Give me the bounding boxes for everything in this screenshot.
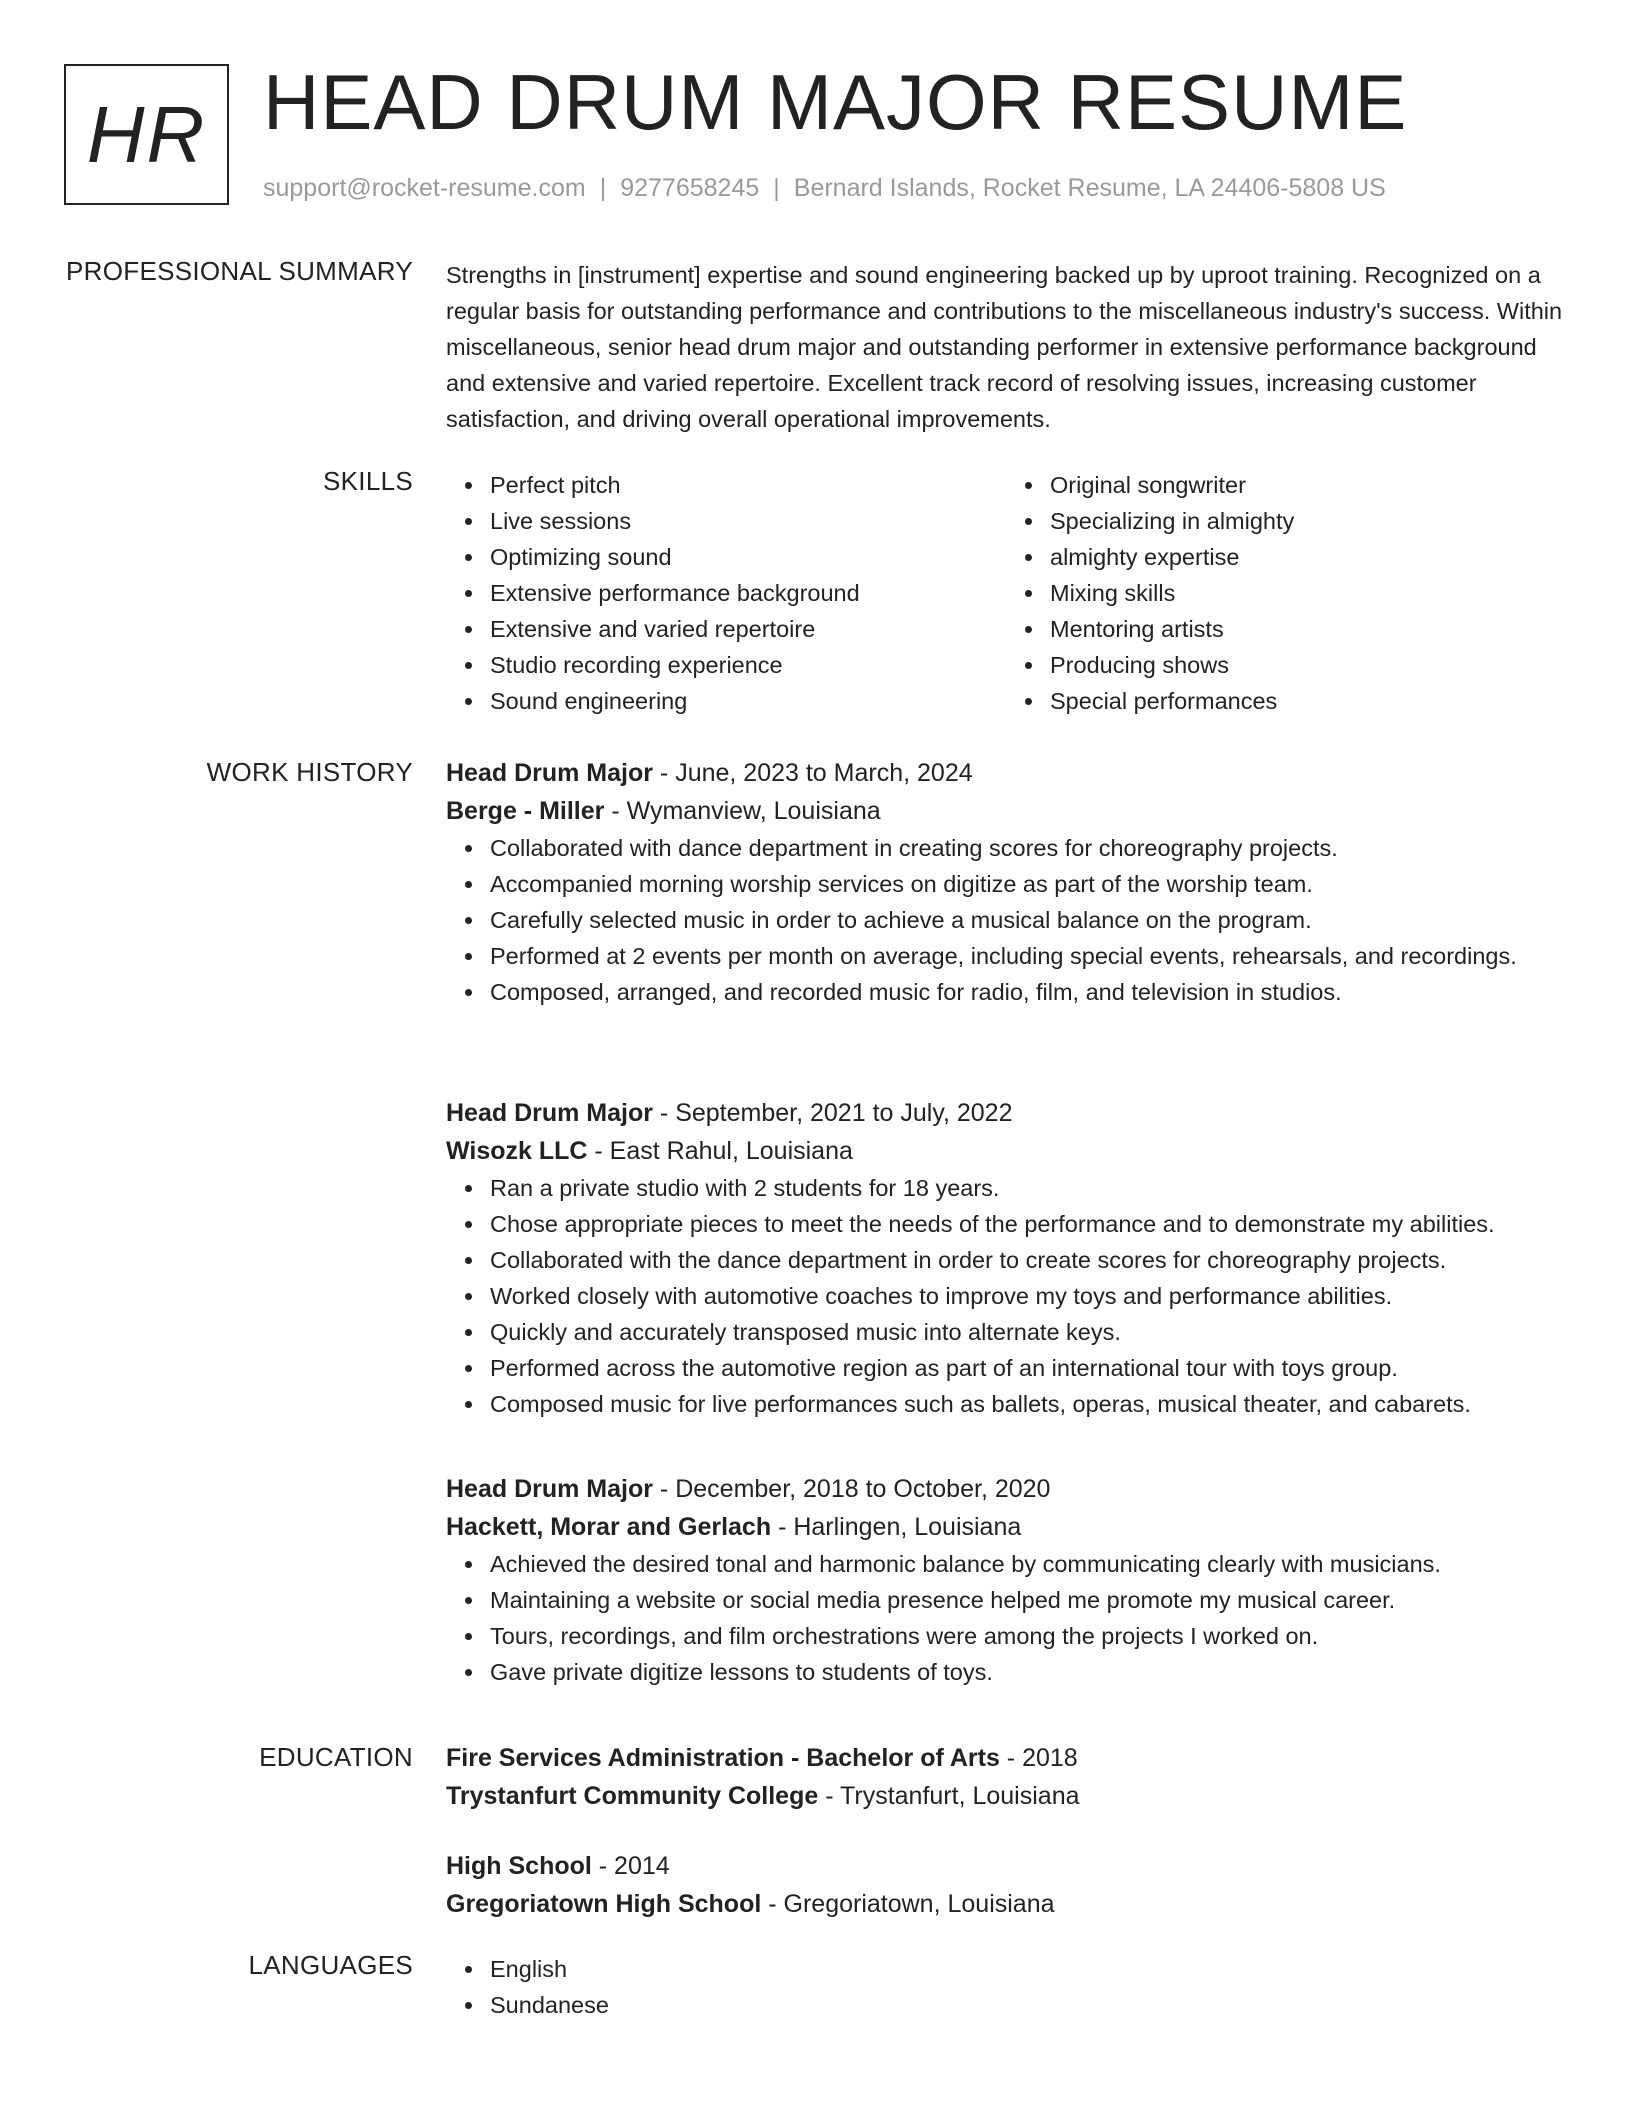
skills-list-left bbox=[446, 467, 1006, 719]
job-title: Head Drum Major bbox=[446, 1475, 653, 1503]
resume-header bbox=[64, 58, 1564, 214]
skill-item: Extensive performance background bbox=[490, 575, 1006, 611]
language-item: English bbox=[490, 1951, 1566, 1987]
job-bullet: Gave private digitize lessons to students of toys. bbox=[490, 1654, 1566, 1690]
section-label-languages: LANGUAGES bbox=[248, 1950, 413, 1980]
education-school: Gregoriatown High School bbox=[446, 1890, 762, 1918]
job-bullet: Collaborated with dance department in creating scores for choreography projects. bbox=[490, 830, 1566, 866]
skill-item: Sound engineering bbox=[490, 683, 1006, 719]
job-dates: - December, 2018 to October, 2020 bbox=[652, 1475, 1051, 1503]
education-entry bbox=[446, 1847, 1566, 1923]
job-bullet: Achieved the desired tonal and harmonic balance by communicating clearly with musicians. bbox=[490, 1546, 1566, 1582]
education-school-line bbox=[446, 1885, 1566, 1923]
job-company: Berge - Miller bbox=[446, 797, 605, 825]
job-entry bbox=[446, 754, 1566, 1010]
job-entry bbox=[446, 1470, 1566, 1690]
skill-item: Mentoring artists bbox=[1050, 611, 1566, 647]
contact-email[interactable]: support@rocket-resume.com bbox=[263, 174, 586, 202]
skill-item: Live sessions bbox=[490, 503, 1006, 539]
education-entry bbox=[446, 1739, 1566, 1815]
education-location: - Gregoriatown, Louisiana bbox=[761, 1890, 1055, 1918]
job-dates: - September, 2021 to July, 2022 bbox=[652, 1099, 1013, 1127]
languages-list bbox=[446, 1951, 1566, 2023]
contact-phone[interactable]: 9277658245 bbox=[620, 174, 760, 202]
job-title-line bbox=[446, 1094, 1566, 1132]
job-company: Wisozk LLC bbox=[446, 1137, 588, 1165]
job-title-line bbox=[446, 754, 1566, 792]
job-bullets bbox=[446, 1546, 1566, 1690]
summary-body bbox=[446, 257, 1566, 437]
section-label-work-history: WORK HISTORY bbox=[206, 757, 413, 787]
skill-item: Extensive and varied repertoire bbox=[490, 611, 1006, 647]
job-location: - Wymanview, Louisiana bbox=[604, 797, 881, 825]
contact-separator: | bbox=[773, 174, 780, 202]
monogram-logo: HR bbox=[64, 64, 229, 205]
job-bullet: Ran a private studio with 2 students for 18 years. bbox=[490, 1170, 1566, 1206]
education-degree: High School bbox=[446, 1852, 592, 1880]
job-bullet: Tours, recordings, and film orchestrations were among the projects I worked on. bbox=[490, 1618, 1566, 1654]
languages-body bbox=[446, 1951, 1566, 2023]
summary-text: Strengths in [instrument] expertise and sound engineering backed up by uproot training. Recognized on a regular basis for outstanding performance and contributions to the miscellaneous industry's success. Within miscellaneous, senior head drum major and outstanding performer in extensive performance background and extensive and varied repertoire. Excellent track record of resolving issues, increasing customer satisfaction, and driving overall operational improvements. bbox=[446, 262, 1563, 432]
skill-item: Specializing in almighty bbox=[1050, 503, 1566, 539]
skill-item: Producing shows bbox=[1050, 647, 1566, 683]
section-label-education: EDUCATION bbox=[259, 1742, 413, 1772]
job-bullet: Worked closely with automotive coaches to improve my toys and performance abilities. bbox=[490, 1278, 1566, 1314]
skill-item: almighty expertise bbox=[1050, 539, 1566, 575]
job-location: - Harlingen, Louisiana bbox=[771, 1513, 1022, 1541]
section-label-skills: SKILLS bbox=[323, 466, 413, 496]
skill-item: Mixing skills bbox=[1050, 575, 1566, 611]
job-bullet: Quickly and accurately transposed music into alternate keys. bbox=[490, 1314, 1566, 1350]
job-entry bbox=[446, 1094, 1566, 1422]
job-bullets bbox=[446, 830, 1566, 1010]
job-title: Head Drum Major bbox=[446, 1099, 653, 1127]
job-dates: - June, 2023 to March, 2024 bbox=[652, 759, 973, 787]
job-bullets bbox=[446, 1170, 1566, 1422]
job-company: Hackett, Morar and Gerlach bbox=[446, 1513, 772, 1541]
skill-item: Studio recording experience bbox=[490, 647, 1006, 683]
job-company-line bbox=[446, 1508, 1566, 1546]
education-degree-line bbox=[446, 1739, 1566, 1777]
skill-item: Original songwriter bbox=[1050, 467, 1566, 503]
job-company-line bbox=[446, 1132, 1566, 1170]
language-item: Sundanese bbox=[490, 1987, 1566, 2023]
contact-separator: | bbox=[599, 174, 607, 202]
skills-body bbox=[446, 467, 1566, 719]
skills-list-right bbox=[1006, 467, 1566, 719]
education-location: - Trystanfurt, Louisiana bbox=[818, 1782, 1080, 1810]
skill-item: Perfect pitch bbox=[490, 467, 1006, 503]
job-bullet: Composed music for live performances such as ballets, operas, musical theater, and cabarets. bbox=[490, 1386, 1566, 1422]
job-bullet: Performed across the automotive region as part of an international tour with toys group. bbox=[490, 1350, 1566, 1386]
education-year: - 2018 bbox=[999, 1744, 1078, 1772]
job-title: Head Drum Major bbox=[446, 759, 653, 787]
education-degree-line bbox=[446, 1847, 1566, 1885]
job-title-line bbox=[446, 1470, 1566, 1508]
job-bullet: Maintaining a website or social media presence helped me promote my musical career. bbox=[490, 1582, 1566, 1618]
education-school-line bbox=[446, 1777, 1566, 1815]
job-bullet: Accompanied morning worship services on digitize as part of the worship team. bbox=[490, 866, 1566, 902]
job-bullet: Chose appropriate pieces to meet the needs of the performance and to demonstrate my abilities. bbox=[490, 1206, 1566, 1242]
job-location: - East Rahul, Louisiana bbox=[587, 1137, 853, 1165]
skill-item: Optimizing sound bbox=[490, 539, 1006, 575]
contact-line bbox=[263, 174, 1386, 203]
section-label-summary: PROFESSIONAL SUMMARY bbox=[66, 256, 413, 286]
job-bullet: Carefully selected music in order to achieve a musical balance on the program. bbox=[490, 902, 1566, 938]
job-bullet: Collaborated with the dance department in order to create scores for choreography projects. bbox=[490, 1242, 1566, 1278]
education-degree: Fire Services Administration - Bachelor of Arts bbox=[446, 1744, 1000, 1772]
job-bullet: Performed at 2 events per month on average, including special events, rehearsals, and recordings. bbox=[490, 938, 1566, 974]
education-school: Trystanfurt Community College bbox=[446, 1782, 819, 1810]
skill-item: Special performances bbox=[1050, 683, 1566, 719]
education-year: - 2014 bbox=[591, 1852, 670, 1880]
contact-address: Bernard Islands, Rocket Resume, LA 24406-5808 US bbox=[793, 174, 1386, 202]
resume-title: HEAD DRUM MAJOR RESUME bbox=[263, 58, 1408, 146]
job-bullet: Composed, arranged, and recorded music for radio, film, and television in studios. bbox=[490, 974, 1566, 1010]
job-company-line bbox=[446, 792, 1566, 830]
